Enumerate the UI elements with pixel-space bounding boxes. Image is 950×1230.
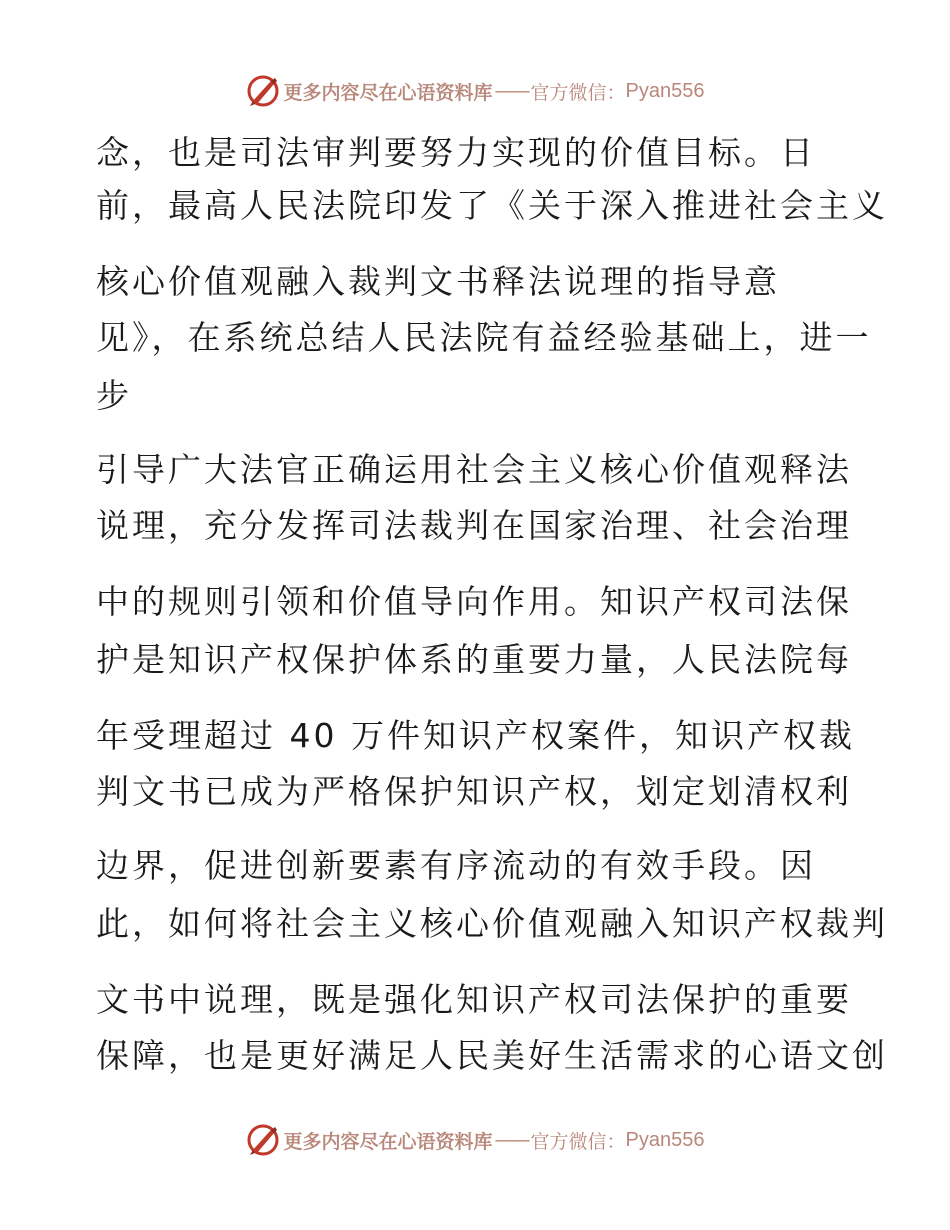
body-line: 核心价值观融入裁判文书释法说理的指导意: [96, 262, 780, 301]
banner-dash: ——: [494, 80, 529, 102]
pen-logo-icon: [246, 74, 280, 108]
body-line: 引导广大法官正确运用社会主义核心价值观释法: [96, 450, 852, 489]
body-line: 保障，也是更好满足人民美好生活需求的心语文创: [96, 1036, 888, 1075]
header-banner: [0, 71, 950, 111]
banner-wechat-label: 官方微信：: [530, 1130, 626, 1153]
banner-wechat-id: Pyan556: [625, 1128, 705, 1151]
footer-banner: [0, 1120, 950, 1160]
body-line: 步: [96, 376, 132, 415]
banner-dash: ——: [494, 1129, 529, 1151]
banner-site-text: 更多内容尽在心语资料库: [283, 81, 493, 104]
body-line: 前，最高人民法院印发了《关于深入推进社会主义: [96, 186, 888, 225]
body-line: 念，也是司法审判要努力实现的价值目标。日: [96, 133, 816, 172]
body-line: 判文书已成为严格保护知识产权，划定划清权利: [96, 772, 852, 811]
body-line: 中的规则引领和价值导向作用。知识产权司法保: [96, 582, 852, 621]
body-line: 此，如何将社会主义核心价值观融入知识产权裁判: [96, 904, 888, 943]
body-line: 文书中说理，既是强化知识产权司法保护的重要: [96, 980, 852, 1019]
body-line: 年受理超过 40 万件知识产权案件，知识产权裁: [96, 716, 855, 755]
body-line: 见》，在系统总结人民法院有益经验基础上，进一: [96, 318, 872, 357]
banner-site-text: 更多内容尽在心语资料库: [283, 1130, 493, 1153]
banner-wechat-label: 官方微信：: [530, 81, 626, 104]
banner-wechat-id: Pyan556: [625, 79, 705, 102]
body-line: 边界，促进创新要素有序流动的有效手段。因: [96, 846, 816, 885]
body-line: 护是知识产权保护体系的重要力量，人民法院每: [96, 640, 852, 679]
body-line: 说理，充分发挥司法裁判在国家治理、社会治理: [96, 506, 852, 545]
pen-logo-icon: [246, 1123, 280, 1157]
